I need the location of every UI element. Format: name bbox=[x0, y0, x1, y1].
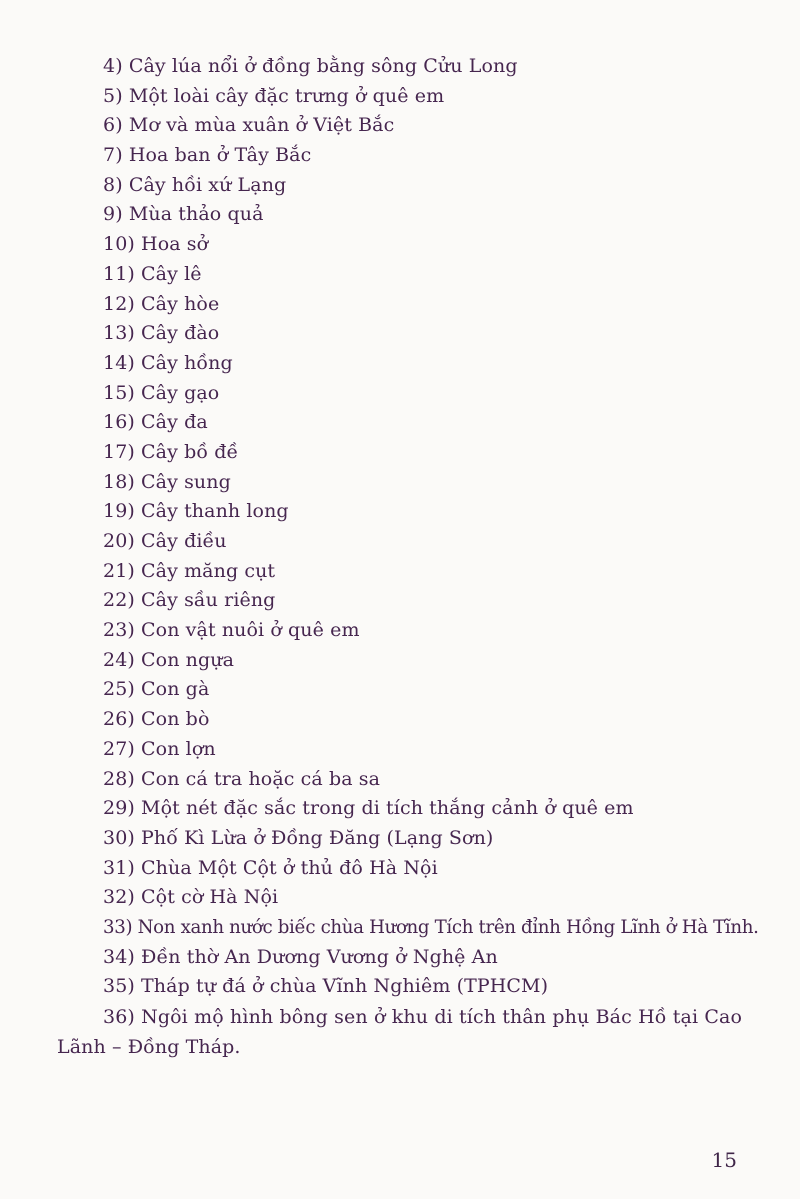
list-item: 8) Cây hồi xứ Lạng bbox=[103, 173, 287, 196]
list-item: 27) Con lợn bbox=[103, 737, 216, 760]
list-item: 13) Cây đào bbox=[103, 322, 220, 345]
page-number: 15 bbox=[711, 1148, 737, 1172]
list-item: 34) Đền thờ An Dương Vương ở Nghệ An bbox=[103, 945, 498, 968]
list-item: 24) Con ngựa bbox=[103, 648, 235, 671]
list-item: 35) Tháp tự đá ở chùa Vĩnh Nghiêm (TPHCM) bbox=[103, 975, 549, 998]
list-item: 18) Cây sung bbox=[103, 470, 231, 493]
list-item: 33) Non xanh nước biếc chùa Hương Tích trên đỉnh Hồng Lĩnh ở Hà Tĩnh. bbox=[103, 916, 759, 938]
list-item: 32) Cột cờ Hà Nội bbox=[103, 886, 279, 909]
list-item: 9) Mùa thảo quả bbox=[103, 203, 264, 226]
list-item: 28) Con cá tra hoặc cá ba sa bbox=[103, 767, 381, 790]
list-item: 16) Cây đa bbox=[103, 411, 208, 434]
list-item: 14) Cây hồng bbox=[103, 351, 233, 374]
list-item: 21) Cây măng cụt bbox=[103, 559, 276, 582]
list-item: 25) Con gà bbox=[103, 678, 210, 701]
list-item: 29) Một nét đặc sắc trong di tích thắng cảnh ở quê em bbox=[103, 797, 634, 820]
list-item: 4) Cây lúa nổi ở đồng bằng sông Cửu Long bbox=[103, 55, 518, 77]
list-item: 7) Hoa ban ở Tây Bắc bbox=[103, 144, 312, 167]
list-item: 26) Con bò bbox=[103, 708, 210, 731]
list-item: 15) Cây gạo bbox=[103, 381, 220, 404]
list-item: 11) Cây lê bbox=[103, 262, 202, 285]
list-item: 23) Con vật nuôi ở quê em bbox=[103, 619, 360, 642]
list-item: 36) Ngôi mộ hình bông sen ở khu di tích thân phụ Bác Hồ tại Cao Lãnh – Đồng Tháp. bbox=[57, 1006, 742, 1058]
topic-list bbox=[0, 52, 800, 1062]
list-item: 12) Cây hòe bbox=[103, 292, 220, 315]
list-item: 10) Hoa sở bbox=[103, 233, 209, 256]
list-item: 19) Cây thanh long bbox=[103, 500, 289, 523]
list-item: 5) Một loài cây đặc trưng ở quê em bbox=[103, 84, 445, 107]
list-item: 30) Phố Kì Lừa ở Đồng Đăng (Lạng Sơn) bbox=[103, 826, 494, 849]
list-item: 20) Cây điều bbox=[103, 530, 227, 552]
list-item: 22) Cây sầu riêng bbox=[103, 589, 276, 612]
list-item: 17) Cây bồ đề bbox=[103, 440, 239, 463]
list-item: 31) Chùa Một Cột ở thủ đô Hà Nội bbox=[103, 856, 438, 879]
list-item: 6) Mơ và mùa xuân ở Việt Bắc bbox=[103, 114, 395, 137]
